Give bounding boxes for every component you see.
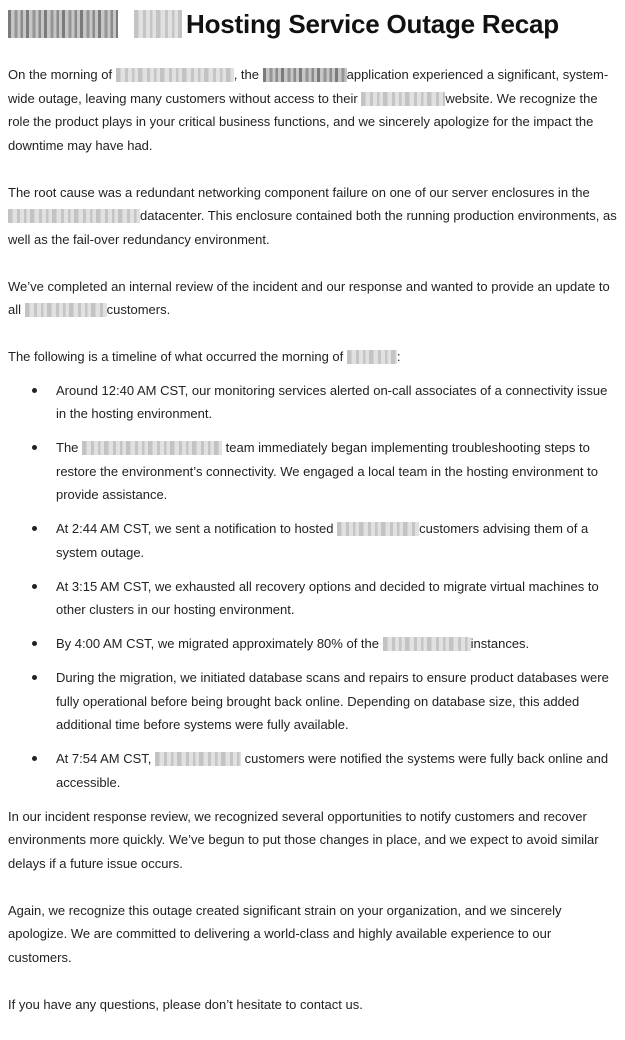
list-item (8, 666, 618, 737)
text-fragment: , the (233, 67, 259, 82)
list-item (8, 379, 618, 426)
redacted-product-name (155, 752, 241, 766)
timeline-intro (8, 345, 618, 369)
list-item-text: Around 12:40 AM CST, our monitoring services alerted on-call associates of a connectivity issue in the hosting environment. (56, 382, 608, 421)
list-item-text: At 3:15 AM CST, we exhausted all recovery options and decided to migrate virtual machines to other clusters in our hosting environment. (56, 578, 599, 617)
text-fragment: datacenter. This enclosure contained both the running production environments, as well as the fail-over redundancy environment. (8, 208, 617, 247)
redacted-product-name (263, 68, 347, 82)
list-item-text: team immediately began implementing troubleshooting steps to restore the environment’s connectivity. We engaged a local team in the hosting environment to provide assistance. (56, 440, 598, 502)
root-cause-paragraph (8, 181, 618, 252)
document-body (8, 63, 618, 1040)
redacted-product-name (383, 637, 471, 651)
list-item-text: At 7:54 AM CST, (56, 751, 152, 766)
redacted-date (116, 68, 234, 82)
list-item-text: At 2:44 AM CST, we sent a notification to hosted (56, 521, 334, 536)
redacted-team-name (82, 441, 222, 455)
redacted-logo-mark (134, 10, 182, 38)
text-fragment: We’ve completed an internal review of the incident and our response and wanted to provide an update to all (8, 278, 610, 317)
text-fragment: The root cause was a redundant networking component failure on one of our server enclosures in the (8, 184, 590, 200)
intro-paragraph (8, 63, 618, 157)
list-item-text: customers were notified the systems were fully back online and accessible. (56, 751, 609, 790)
text-fragment: The following is a timeline of what occurred the morning of (8, 349, 344, 364)
text-fragment: customers. (106, 302, 171, 317)
redacted-product-name (361, 92, 445, 106)
apology-paragraph: Again, we recognize this outage created significant strain on your organization, and we sincerely apologize. We are committed to delivering a world-class and highly available experience to our customers. (8, 902, 562, 965)
list-item (8, 436, 618, 507)
review-paragraph (8, 275, 618, 322)
list-item-text: During the migration, we initiated database scans and repairs to ensure product databases were fully operational before being brought back online. Depending on database size, this added additional time before systems were fully available. (56, 670, 609, 732)
list-item-text: The (56, 440, 79, 455)
list-item-text: customers advising them of a system outage. (56, 521, 589, 560)
list-item (8, 517, 618, 564)
page-title: Hosting Service Outage Recap (186, 8, 559, 39)
contact-paragraph: If you have any questions, please don’t hesitate to contact us. (8, 996, 363, 1012)
improvements-paragraph: In our incident response review, we recognized several opportunities to notify customers and recover environments more quickly. We’ve begun to put those changes in place, and we expect to avoid similar delays if a future issue occurs. (8, 808, 599, 871)
list-item (8, 747, 618, 794)
text-fragment: : (396, 349, 401, 364)
text-fragment: On the morning of (8, 67, 113, 82)
list-item-text: instances. (470, 636, 530, 651)
text-fragment: website. We recognize the role the product plays in your critical business functions, and we sincerely apologize for the impact the downtime may have had. (8, 90, 598, 153)
list-item (8, 632, 618, 656)
text-fragment: application experienced a significant, system-wide outage, leaving many customers without access to their (8, 67, 609, 106)
timeline-list (8, 379, 618, 795)
redacted-logo (8, 10, 118, 38)
list-item (8, 575, 618, 622)
list-item-text: By 4:00 AM CST, we migrated approximately 80% of the (56, 636, 379, 651)
title-row (8, 6, 559, 42)
redacted-date (347, 350, 397, 364)
redacted-product-name (25, 303, 107, 317)
redacted-product-name (337, 522, 419, 536)
redacted-location (8, 209, 140, 223)
